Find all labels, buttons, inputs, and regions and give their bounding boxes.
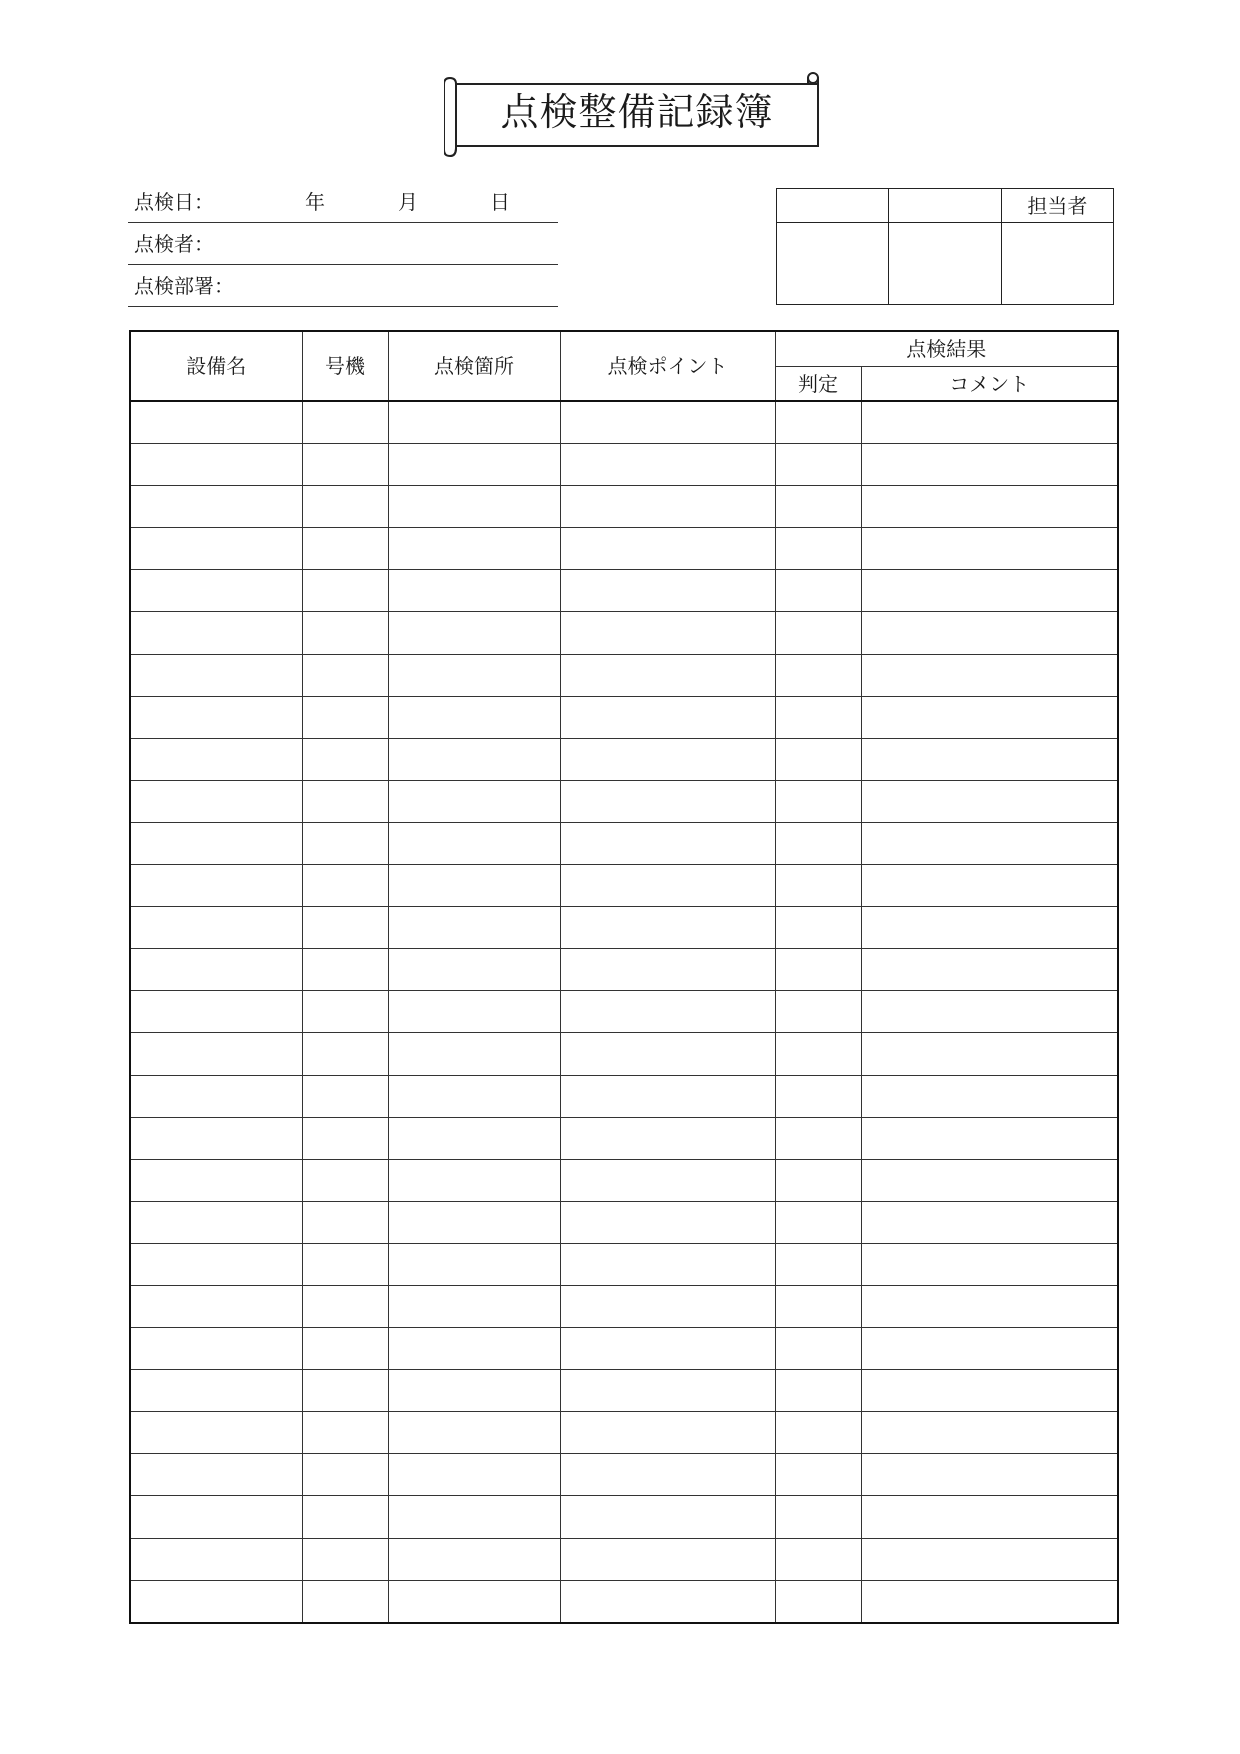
cell-equipment[interactable] xyxy=(130,991,302,1033)
cell-equipment[interactable] xyxy=(130,528,302,570)
cell-judgement[interactable] xyxy=(775,1075,861,1117)
cell-comment[interactable] xyxy=(861,570,1118,612)
cell-location[interactable] xyxy=(388,1075,560,1117)
table-row xyxy=(130,738,1118,780)
month-label: 月 xyxy=(398,190,418,214)
cell-location[interactable] xyxy=(388,444,560,486)
cell-unit-no[interactable] xyxy=(302,1538,388,1580)
stamp-row xyxy=(777,223,1114,305)
cell-comment[interactable] xyxy=(861,401,1118,444)
cell-unit-no[interactable] xyxy=(302,1580,388,1623)
cell-judgement[interactable] xyxy=(775,1580,861,1623)
cell-location[interactable] xyxy=(388,1454,560,1496)
cell-equipment[interactable] xyxy=(130,738,302,780)
cell-point[interactable] xyxy=(560,1412,775,1454)
cell-unit-no[interactable] xyxy=(302,1075,388,1117)
cell-equipment[interactable] xyxy=(130,401,302,444)
cell-location[interactable] xyxy=(388,1580,560,1623)
col-header-result: 点検結果 xyxy=(775,331,1118,367)
stamp-cell[interactable] xyxy=(1001,223,1113,305)
cell-equipment[interactable] xyxy=(130,949,302,991)
cell-point[interactable] xyxy=(560,780,775,822)
cell-comment[interactable] xyxy=(861,1243,1118,1285)
cell-comment[interactable] xyxy=(861,696,1118,738)
cell-location[interactable] xyxy=(388,1201,560,1243)
cell-location[interactable] xyxy=(388,822,560,864)
cell-equipment[interactable] xyxy=(130,1412,302,1454)
table-row xyxy=(130,991,1118,1033)
cell-judgement[interactable] xyxy=(775,1117,861,1159)
approval-stamp-box xyxy=(776,188,1114,305)
cell-unit-no[interactable] xyxy=(302,654,388,696)
table-row xyxy=(130,822,1118,864)
cell-equipment[interactable] xyxy=(130,444,302,486)
title-banner xyxy=(444,72,824,158)
cell-comment[interactable] xyxy=(861,991,1118,1033)
inspection-record-table xyxy=(129,330,1119,1624)
table-header-row xyxy=(130,331,1118,367)
cell-judgement[interactable] xyxy=(775,612,861,654)
cell-equipment[interactable] xyxy=(130,654,302,696)
cell-point[interactable] xyxy=(560,1370,775,1412)
col-header-equipment: 設備名 xyxy=(130,331,302,401)
cell-location[interactable] xyxy=(388,401,560,444)
cell-judgement[interactable] xyxy=(775,1033,861,1075)
cell-location[interactable] xyxy=(388,696,560,738)
cell-unit-no[interactable] xyxy=(302,1328,388,1370)
cell-unit-no[interactable] xyxy=(302,401,388,444)
cell-point[interactable] xyxy=(560,1328,775,1370)
table-row xyxy=(130,401,1118,444)
cell-comment[interactable] xyxy=(861,1285,1118,1327)
cell-comment[interactable] xyxy=(861,1159,1118,1201)
cell-comment[interactable] xyxy=(861,528,1118,570)
table-row xyxy=(130,780,1118,822)
inspector-label: 点検者： xyxy=(134,232,214,256)
cell-point[interactable] xyxy=(560,1159,775,1201)
table-row xyxy=(130,1412,1118,1454)
table-row xyxy=(130,949,1118,991)
cell-location[interactable] xyxy=(388,1328,560,1370)
cell-judgement[interactable] xyxy=(775,1370,861,1412)
inspection-date-label: 点検日： xyxy=(134,190,214,214)
cell-equipment[interactable] xyxy=(130,822,302,864)
cell-point[interactable] xyxy=(560,1201,775,1243)
cell-point[interactable] xyxy=(560,528,775,570)
cell-comment[interactable] xyxy=(861,1117,1118,1159)
cell-judgement[interactable] xyxy=(775,444,861,486)
cell-equipment[interactable] xyxy=(130,1496,302,1538)
cell-judgement[interactable] xyxy=(775,1243,861,1285)
cell-location[interactable] xyxy=(388,1159,560,1201)
stamp-header-cell xyxy=(1001,189,1113,223)
inspection-date-row xyxy=(128,182,558,223)
cell-comment[interactable] xyxy=(861,1075,1118,1117)
cell-judgement[interactable] xyxy=(775,738,861,780)
cell-point[interactable] xyxy=(560,1075,775,1117)
department-row xyxy=(128,266,558,307)
col-header-location: 点検箇所 xyxy=(388,331,560,401)
table-row xyxy=(130,1159,1118,1201)
cell-unit-no[interactable] xyxy=(302,780,388,822)
cell-unit-no[interactable] xyxy=(302,444,388,486)
col-header-judgement: 判定 xyxy=(775,367,861,402)
table-row xyxy=(130,1580,1118,1623)
cell-point[interactable] xyxy=(560,907,775,949)
cell-comment[interactable] xyxy=(861,654,1118,696)
table-row xyxy=(130,486,1118,528)
cell-location[interactable] xyxy=(388,1370,560,1412)
cell-judgement[interactable] xyxy=(775,1285,861,1327)
table-row xyxy=(130,1117,1118,1159)
cell-location[interactable] xyxy=(388,1285,560,1327)
cell-equipment[interactable] xyxy=(130,1243,302,1285)
cell-judgement[interactable] xyxy=(775,570,861,612)
cell-equipment[interactable] xyxy=(130,1033,302,1075)
cell-unit-no[interactable] xyxy=(302,486,388,528)
cell-location[interactable] xyxy=(388,907,560,949)
cell-point[interactable] xyxy=(560,1285,775,1327)
cell-comment[interactable] xyxy=(861,1328,1118,1370)
cell-equipment[interactable] xyxy=(130,1370,302,1412)
cell-point[interactable] xyxy=(560,654,775,696)
cell-judgement[interactable] xyxy=(775,654,861,696)
cell-judgement[interactable] xyxy=(775,907,861,949)
cell-location[interactable] xyxy=(388,570,560,612)
cell-judgement[interactable] xyxy=(775,780,861,822)
cell-comment[interactable] xyxy=(861,865,1118,907)
stamp-cell[interactable] xyxy=(889,223,1001,305)
cell-location[interactable] xyxy=(388,991,560,1033)
cell-comment[interactable] xyxy=(861,949,1118,991)
cell-point[interactable] xyxy=(560,444,775,486)
cell-equipment[interactable] xyxy=(130,1201,302,1243)
stamp-header-cell xyxy=(777,189,889,223)
cell-unit-no[interactable] xyxy=(302,696,388,738)
table-row xyxy=(130,1075,1118,1117)
cell-unit-no[interactable] xyxy=(302,1033,388,1075)
cell-point[interactable] xyxy=(560,1117,775,1159)
cell-judgement[interactable] xyxy=(775,1454,861,1496)
cell-comment[interactable] xyxy=(861,1370,1118,1412)
cell-unit-no[interactable] xyxy=(302,738,388,780)
stamp-header-row xyxy=(777,189,1114,223)
col-header-unit-no: 号機 xyxy=(302,331,388,401)
cell-comment[interactable] xyxy=(861,1201,1118,1243)
cell-location[interactable] xyxy=(388,1033,560,1075)
cell-equipment[interactable] xyxy=(130,1538,302,1580)
cell-point[interactable] xyxy=(560,612,775,654)
cell-judgement[interactable] xyxy=(775,991,861,1033)
table-row xyxy=(130,907,1118,949)
cell-location[interactable] xyxy=(388,1496,560,1538)
cell-judgement[interactable] xyxy=(775,1201,861,1243)
cell-point[interactable] xyxy=(560,1033,775,1075)
cell-point[interactable] xyxy=(560,570,775,612)
cell-equipment[interactable] xyxy=(130,696,302,738)
cell-point[interactable] xyxy=(560,401,775,444)
table-row xyxy=(130,1328,1118,1370)
cell-comment[interactable] xyxy=(861,1496,1118,1538)
table-row xyxy=(130,1285,1118,1327)
inspector-row xyxy=(128,224,558,265)
cell-unit-no[interactable] xyxy=(302,1117,388,1159)
cell-point[interactable] xyxy=(560,865,775,907)
cell-judgement[interactable] xyxy=(775,528,861,570)
cell-equipment[interactable] xyxy=(130,907,302,949)
cell-equipment[interactable] xyxy=(130,1328,302,1370)
cell-equipment[interactable] xyxy=(130,486,302,528)
cell-comment[interactable] xyxy=(861,612,1118,654)
table-row xyxy=(130,1033,1118,1075)
cell-location[interactable] xyxy=(388,486,560,528)
cell-equipment[interactable] xyxy=(130,1580,302,1623)
table-row xyxy=(130,570,1118,612)
table-row xyxy=(130,1243,1118,1285)
table-row xyxy=(130,1538,1118,1580)
year-label: 年 xyxy=(305,190,325,214)
cell-unit-no[interactable] xyxy=(302,865,388,907)
table-row xyxy=(130,444,1118,486)
cell-judgement[interactable] xyxy=(775,865,861,907)
cell-comment[interactable] xyxy=(861,486,1118,528)
table-row xyxy=(130,1370,1118,1412)
table-row xyxy=(130,1496,1118,1538)
cell-equipment[interactable] xyxy=(130,780,302,822)
day-label: 日 xyxy=(490,190,510,214)
cell-equipment[interactable] xyxy=(130,570,302,612)
cell-location[interactable] xyxy=(388,738,560,780)
cell-location[interactable] xyxy=(388,528,560,570)
cell-judgement[interactable] xyxy=(775,696,861,738)
cell-point[interactable] xyxy=(560,1243,775,1285)
page-title: 点検整備記録簿 xyxy=(500,90,774,134)
cell-equipment[interactable] xyxy=(130,1454,302,1496)
cell-location[interactable] xyxy=(388,949,560,991)
cell-location[interactable] xyxy=(388,612,560,654)
cell-unit-no[interactable] xyxy=(302,528,388,570)
cell-unit-no[interactable] xyxy=(302,949,388,991)
table-row xyxy=(130,528,1118,570)
cell-location[interactable] xyxy=(388,865,560,907)
stamp-header-cell xyxy=(889,189,1001,223)
cell-comment[interactable] xyxy=(861,780,1118,822)
cell-point[interactable] xyxy=(560,991,775,1033)
cell-comment[interactable] xyxy=(861,1454,1118,1496)
cell-comment[interactable] xyxy=(861,444,1118,486)
cell-comment[interactable] xyxy=(861,1538,1118,1580)
cell-point[interactable] xyxy=(560,1580,775,1623)
cell-equipment[interactable] xyxy=(130,1117,302,1159)
cell-comment[interactable] xyxy=(861,907,1118,949)
cell-judgement[interactable] xyxy=(775,1159,861,1201)
cell-comment[interactable] xyxy=(861,738,1118,780)
cell-unit-no[interactable] xyxy=(302,1454,388,1496)
cell-comment[interactable] xyxy=(861,1580,1118,1623)
cell-point[interactable] xyxy=(560,738,775,780)
table-row xyxy=(130,1454,1118,1496)
table-row xyxy=(130,696,1118,738)
cell-location[interactable] xyxy=(388,654,560,696)
cell-unit-no[interactable] xyxy=(302,1412,388,1454)
cell-judgement[interactable] xyxy=(775,1328,861,1370)
cell-unit-no[interactable] xyxy=(302,991,388,1033)
cell-judgement[interactable] xyxy=(775,401,861,444)
department-label: 点検部署： xyxy=(134,274,234,298)
table-body xyxy=(130,401,1118,1623)
table-row xyxy=(130,1201,1118,1243)
cell-point[interactable] xyxy=(560,949,775,991)
cell-point[interactable] xyxy=(560,486,775,528)
cell-judgement[interactable] xyxy=(775,822,861,864)
cell-unit-no[interactable] xyxy=(302,1201,388,1243)
col-header-point: 点検ポイント xyxy=(560,331,775,401)
cell-location[interactable] xyxy=(388,780,560,822)
cell-equipment[interactable] xyxy=(130,1075,302,1117)
cell-point[interactable] xyxy=(560,1538,775,1580)
cell-judgement[interactable] xyxy=(775,1412,861,1454)
cell-unit-no[interactable] xyxy=(302,1159,388,1201)
cell-equipment[interactable] xyxy=(130,865,302,907)
table-row xyxy=(130,612,1118,654)
cell-unit-no[interactable] xyxy=(302,907,388,949)
cell-unit-no[interactable] xyxy=(302,822,388,864)
cell-unit-no[interactable] xyxy=(302,612,388,654)
cell-equipment[interactable] xyxy=(130,1285,302,1327)
cell-unit-no[interactable] xyxy=(302,1370,388,1412)
cell-point[interactable] xyxy=(560,822,775,864)
cell-unit-no[interactable] xyxy=(302,1285,388,1327)
cell-comment[interactable] xyxy=(861,1412,1118,1454)
table-row xyxy=(130,654,1118,696)
person-in-charge-label: 担当者 xyxy=(1027,193,1088,218)
cell-location[interactable] xyxy=(388,1243,560,1285)
table-row xyxy=(130,865,1118,907)
cell-comment[interactable] xyxy=(861,822,1118,864)
stamp-cell[interactable] xyxy=(777,223,889,305)
cell-location[interactable] xyxy=(388,1412,560,1454)
cell-comment[interactable] xyxy=(861,1033,1118,1075)
cell-location[interactable] xyxy=(388,1117,560,1159)
col-header-comment: コメント xyxy=(861,367,1118,402)
cell-judgement[interactable] xyxy=(775,1538,861,1580)
cell-judgement[interactable] xyxy=(775,1496,861,1538)
cell-equipment[interactable] xyxy=(130,1159,302,1201)
cell-location[interactable] xyxy=(388,1538,560,1580)
cell-judgement[interactable] xyxy=(775,486,861,528)
cell-unit-no[interactable] xyxy=(302,570,388,612)
cell-point[interactable] xyxy=(560,696,775,738)
cell-unit-no[interactable] xyxy=(302,1243,388,1285)
cell-judgement[interactable] xyxy=(775,949,861,991)
cell-point[interactable] xyxy=(560,1454,775,1496)
cell-unit-no[interactable] xyxy=(302,1496,388,1538)
cell-point[interactable] xyxy=(560,1496,775,1538)
cell-equipment[interactable] xyxy=(130,612,302,654)
